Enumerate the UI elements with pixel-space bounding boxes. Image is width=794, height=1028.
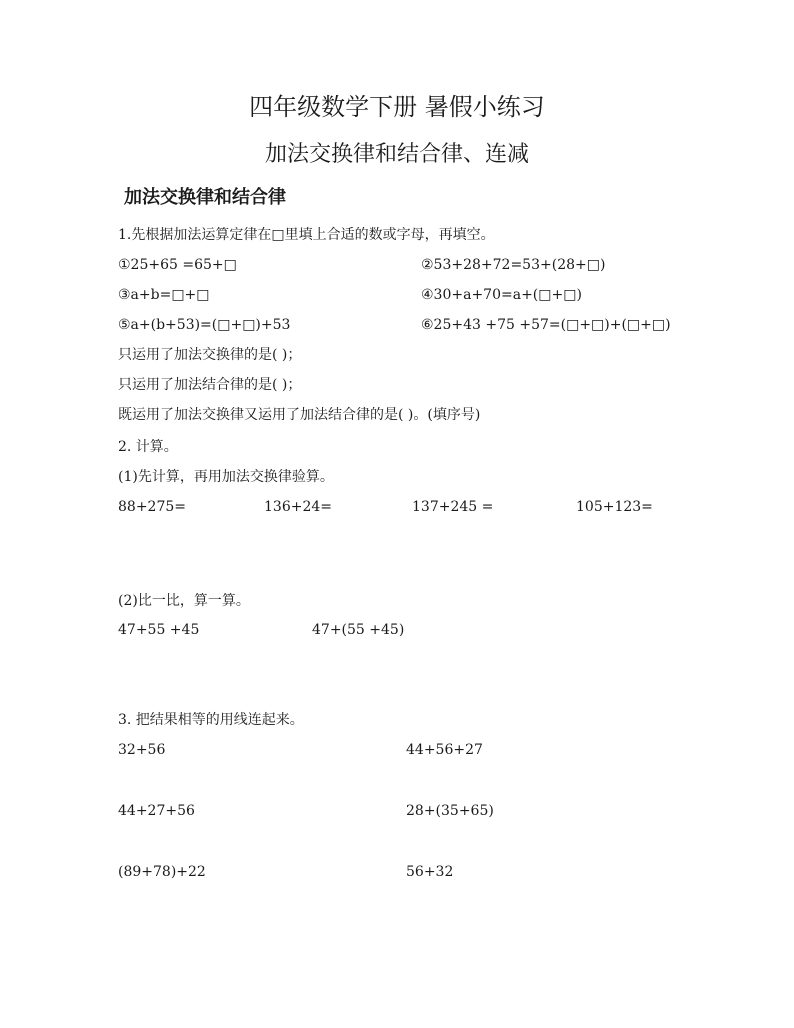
q1-blank-associative: 只运用了加法结合律的是( )； <box>118 377 302 393</box>
q3-right-item-2: 28+(35+65) <box>406 803 494 819</box>
section-heading: 加法交换律和结合律 <box>124 187 286 208</box>
q1-item-1: ①25+65 =65+□ <box>118 257 237 273</box>
q1-item-5: ⑤a+(b+53)=(□+□)+53 <box>118 317 291 333</box>
q2-part1-prompt: (1)先计算，再用加法交换律验算。 <box>118 469 334 485</box>
q3-left-item-2: 44+27+56 <box>118 803 195 819</box>
page-title: 四年级数学下册 暑假小练习 <box>249 93 545 121</box>
q1-item-6: ⑥25+43 +75 +57=(□+□)+(□+□) <box>421 317 671 333</box>
q3-left-item-3: (89+78)+22 <box>118 864 206 880</box>
q2-prompt: 2. 计算。 <box>118 439 178 455</box>
q1-blank-both: 既运用了加法交换律又运用了加法结合律的是( )。(填序号) <box>118 407 481 423</box>
q1-prompt: 1.先根据加法运算定律在□里填上合适的数或字母，再填空。 <box>118 227 495 243</box>
q1-item-3: ③a+b=□+□ <box>118 287 210 303</box>
q3-left-item-1: 32+56 <box>118 742 166 758</box>
q1-item-4: ④30+a+70=a+(□+□) <box>421 287 582 303</box>
q1-blank-commutative: 只运用了加法交换律的是( )； <box>118 347 302 363</box>
q2-part1-item-1: 88+275= <box>118 499 186 515</box>
page-subtitle: 加法交换律和结合律、连减 <box>264 142 529 167</box>
q2-part1-item-4: 105+123= <box>576 499 653 515</box>
q2-part1-item-2: 136+24= <box>264 499 332 515</box>
q2-part1-item-3: 137+245 = <box>412 499 494 515</box>
q2-part2-prompt: (2)比一比，算一算。 <box>118 593 250 609</box>
q2-part2-item-2: 47+(55 +45) <box>312 622 405 638</box>
q3-right-item-1: 44+56+27 <box>406 742 483 758</box>
q3-right-item-3: 56+32 <box>406 864 454 880</box>
q1-item-2: ②53+28+72=53+(28+□) <box>421 257 606 273</box>
q3-prompt: 3. 把结果相等的用线连起来。 <box>118 712 304 728</box>
q2-part2-item-1: 47+55 +45 <box>118 622 200 638</box>
